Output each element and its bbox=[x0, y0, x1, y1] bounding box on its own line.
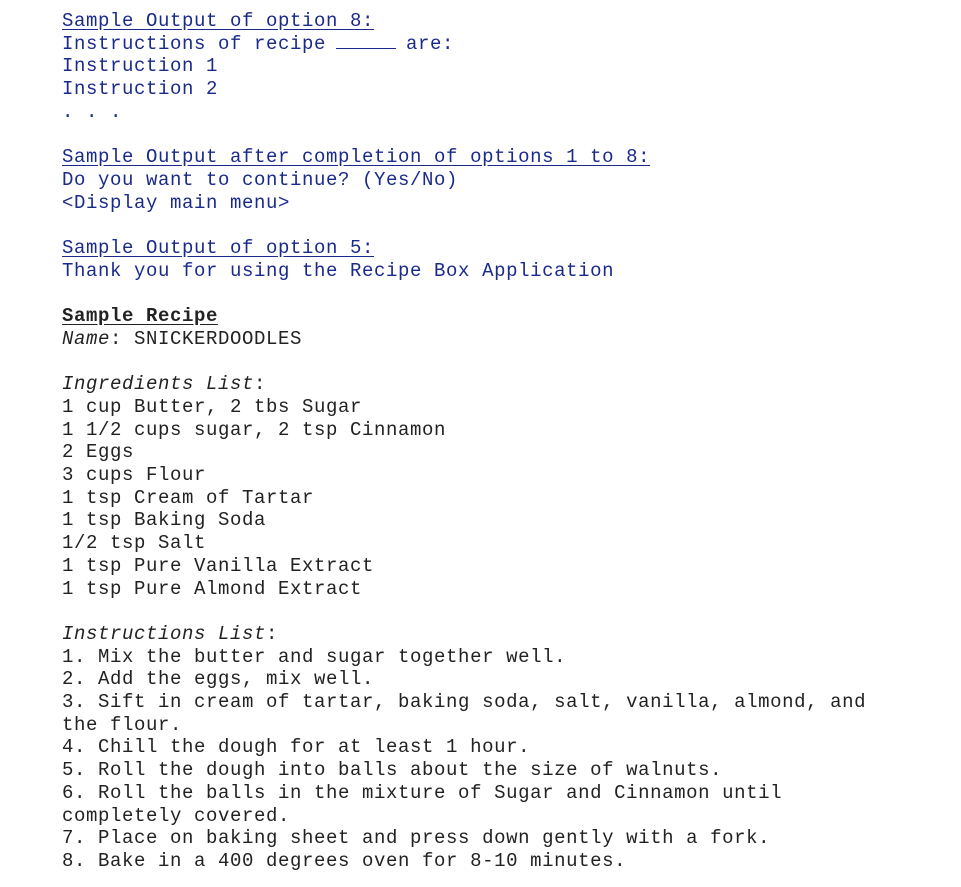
instructions-label: Instructions List bbox=[62, 622, 267, 645]
ingredients-heading bbox=[62, 373, 942, 396]
ingredient-item: 3 cups Flour bbox=[62, 464, 207, 486]
instructions-prefix: Instructions of recipe bbox=[62, 32, 327, 55]
ellipsis-line: . . . bbox=[62, 100, 123, 123]
ingredient-item: 1 tsp Baking Soda bbox=[62, 509, 267, 532]
name-label: Name bbox=[62, 327, 111, 350]
option8-instructions-line bbox=[62, 33, 942, 56]
instructions-suffix: are: bbox=[406, 32, 455, 55]
ingredient-item: 1 tsp Pure Almond Extract bbox=[62, 577, 363, 600]
option5-heading: Sample Output of option 5: bbox=[62, 237, 375, 259]
ingredient-item: 1 tsp Pure Vanilla Extract bbox=[62, 554, 375, 577]
display-main-menu: <Display main menu> bbox=[62, 191, 291, 214]
instruction-step: 6. Roll the balls in the mixture of Sugar and Cinnamon until bbox=[62, 781, 783, 804]
instruction-step: 8. Bake in a 400 degrees oven for 8-10 minutes. bbox=[62, 849, 627, 872]
ingredients-list bbox=[62, 396, 942, 600]
instruction-step: 2. Add the eggs, mix well. bbox=[62, 668, 375, 691]
option5-section bbox=[62, 237, 942, 282]
instructions-list bbox=[62, 646, 942, 873]
ingredients-colon: : bbox=[254, 373, 267, 396]
instruction-step: 4. Chill the dough for at least 1 hour. bbox=[62, 736, 531, 759]
ingredient-item: 1 1/2 cups sugar, 2 tsp Cinnamon bbox=[62, 418, 447, 441]
document-page bbox=[62, 10, 942, 873]
instructions-heading bbox=[62, 623, 942, 646]
instruction-step: 7. Place on baking sheet and press down gently with a fork. bbox=[62, 827, 771, 850]
instruction-line: Instruction 1 bbox=[62, 55, 219, 78]
ingredients-label: Ingredients List bbox=[62, 373, 255, 396]
instructions-colon: : bbox=[266, 622, 279, 645]
sample-recipe-title: Sample Recipe bbox=[62, 305, 219, 328]
recipe-name-blank bbox=[336, 34, 396, 49]
instruction-step-continued: completely covered. bbox=[62, 804, 291, 827]
instruction-step: 5. Roll the dough into balls about the size of walnuts. bbox=[62, 759, 723, 782]
after-options-section bbox=[62, 146, 942, 214]
name-value: : SNICKERDOODLES bbox=[110, 327, 303, 350]
instruction-line: Instruction 2 bbox=[62, 78, 219, 101]
instruction-step-continued: the flour. bbox=[62, 713, 183, 736]
after-options-heading: Sample Output after completion of options 1 to 8: bbox=[62, 146, 651, 169]
thank-you-message: Thank you for using the Recipe Box Application bbox=[62, 259, 615, 282]
recipe-name-line bbox=[62, 328, 942, 351]
option8-section bbox=[62, 10, 942, 124]
ingredient-item: 2 Eggs bbox=[62, 441, 135, 464]
instruction-step: 1. Mix the butter and sugar together well. bbox=[62, 645, 567, 668]
ingredient-item: 1 tsp Cream of Tartar bbox=[62, 486, 315, 509]
ingredient-item: 1/2 tsp Salt bbox=[62, 532, 207, 555]
sample-recipe-section bbox=[62, 305, 942, 873]
option8-heading: Sample Output of option 8: bbox=[62, 10, 375, 32]
instruction-step: 3. Sift in cream of tartar, baking soda, salt, vanilla, almond, and bbox=[62, 691, 867, 714]
continue-prompt: Do you want to continue? (Yes/No) bbox=[62, 168, 459, 191]
ingredient-item: 1 cup Butter, 2 tbs Sugar bbox=[62, 395, 363, 418]
